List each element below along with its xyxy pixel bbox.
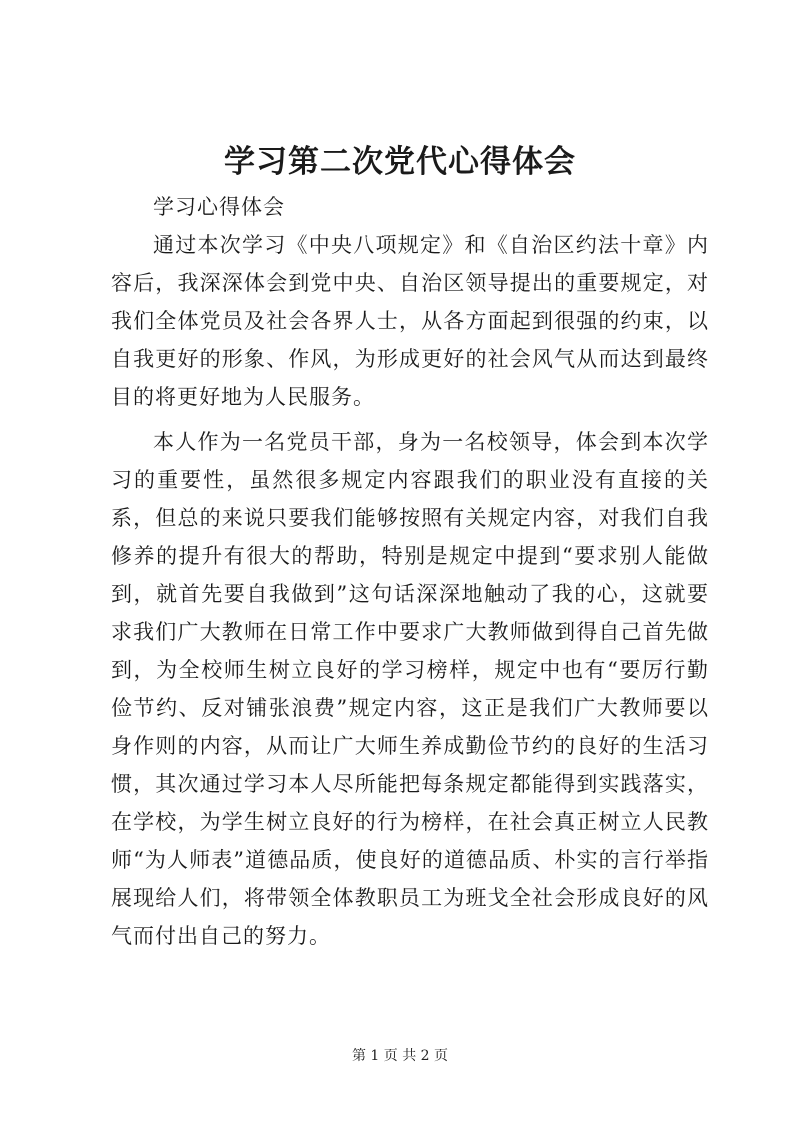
paragraph-2: 本人作为一名党员干部，身为一名校领导，体会到本次学习的重要性，虽然很多规定内容跟我们的职业没有直接的关系，但总的来说只要我们能够按照有关规定内容，对我们自我修养的提升有很大的帮助，特别是规定中提到“要求别人能做到，就首先要自我做到”这句话深深地触动了我的心，这就要求我们广大教师在日常工作中要求广大教师做到得自己首先做到，为全校师生树立良好的学习榜样，规定中也有“要厉行勤俭节约、反对铺张浪费”规定内容，这正是我们广大教师要以身作则的内容，从而让广大师生养成勤俭节约的良好的生活习惯，其次通过学习本人尽所能把每条规定都能得到实践落实，在学校，为学生树立良好的行为榜样，在社会真正树立人民教师“为人师表”道德品质，使良好的道德品质、朴实的言行举指展现给人们，将带领全体教职员工为班戈全社会形成良好的风气而付出自己的努力。 <box>111 430 709 948</box>
document-body <box>111 188 709 962</box>
page-number-footer: 第 1 页 共 2 页 <box>351 1048 449 1064</box>
document-title: 学习第二次党代心得体会 <box>224 144 576 180</box>
document-subtitle: 学习心得体会 <box>153 195 285 219</box>
paragraph-1: 通过本次学习《中央八项规定》和《自治区约法十章》内容后，我深深体会到党中央、自治区领导提出的重要规定，对我们全体党员及社会各界人士，从各方面起到很强的约束，以自我更好的形象、作风，为形成更好的社会风气从而达到最终目的将更好地为人民服务。 <box>111 233 709 409</box>
